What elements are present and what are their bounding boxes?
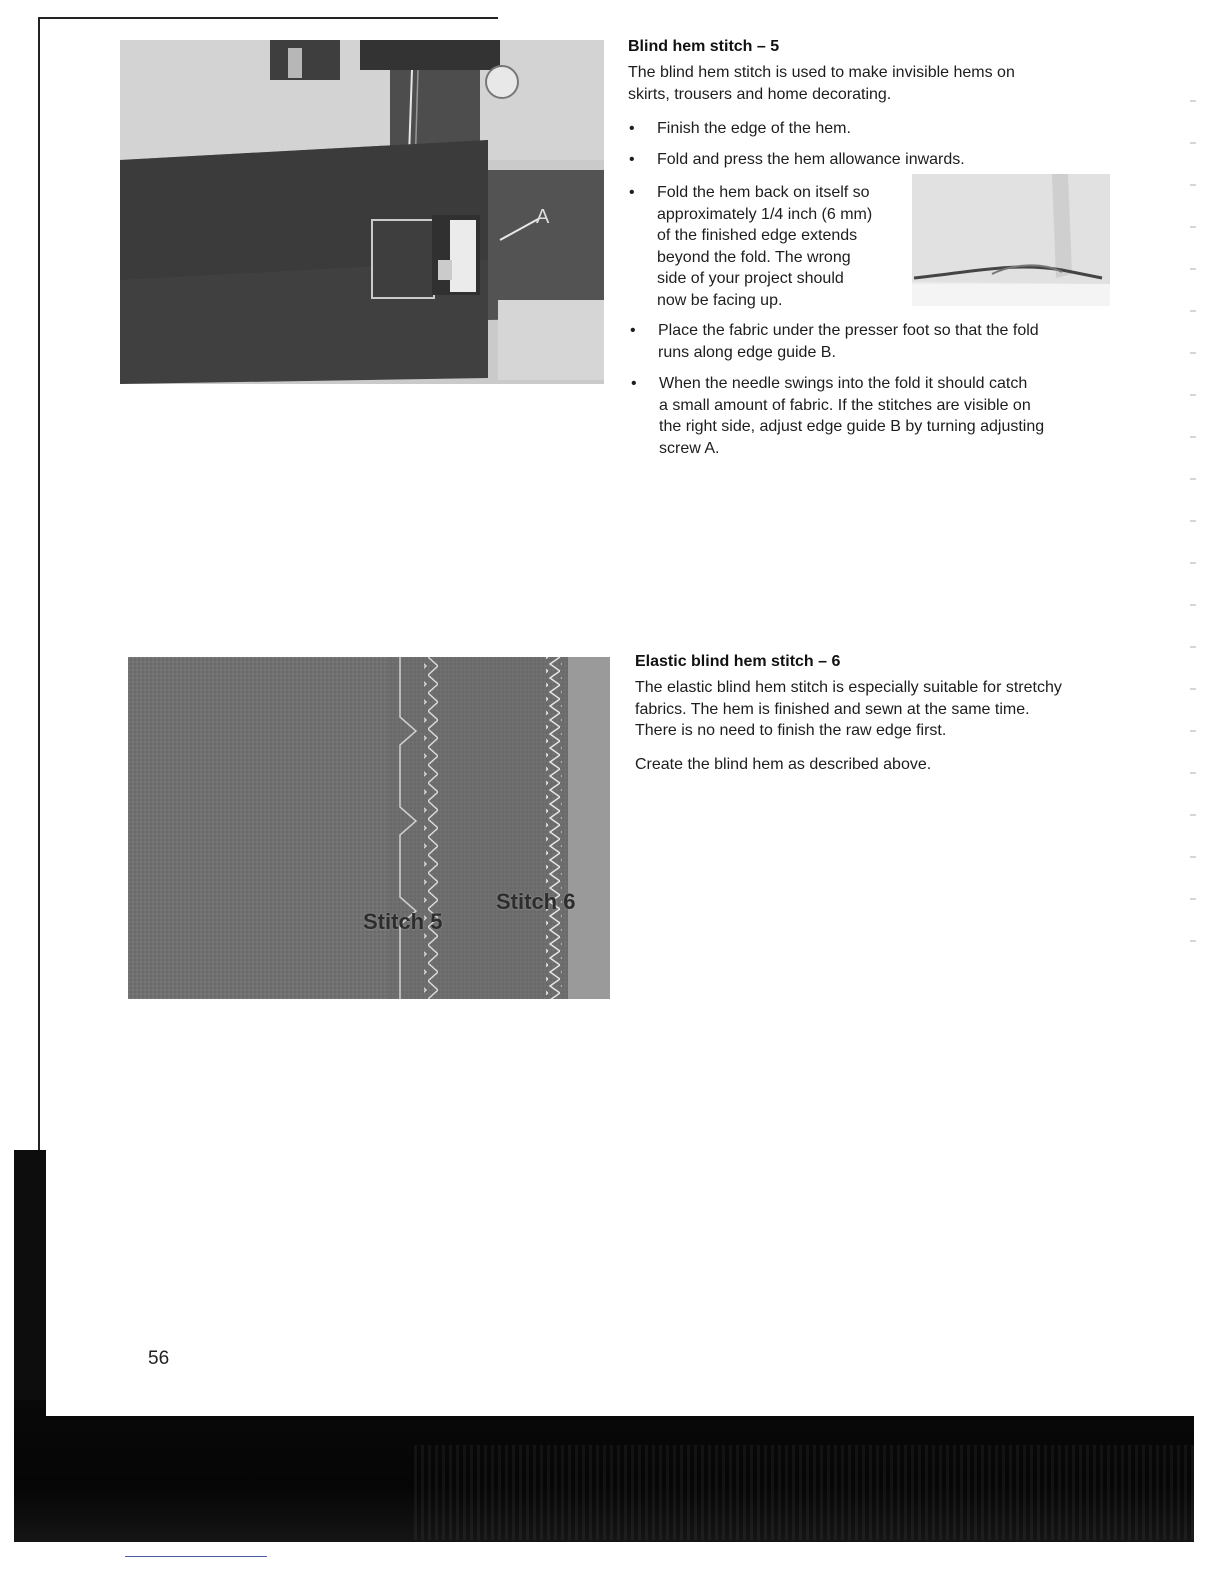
bullet-dot: • xyxy=(629,184,635,201)
stitch-5-label: Stitch 5 xyxy=(363,909,443,934)
elastic-blind-hem-outro: Create the blind hem as described above. xyxy=(635,756,932,773)
folded-hem-photo xyxy=(912,174,1110,306)
scan-left-shadow xyxy=(14,1150,46,1420)
elastic-blind-hem-intro: The elastic blind hem stitch is especially suitable for stretchy fabrics. The hem is finished and sewn at the same time. There is no need to finish the raw edge first. xyxy=(635,679,1062,739)
stitch-6-label: Stitch 6 xyxy=(496,889,576,914)
scan-top-rule xyxy=(38,17,498,19)
blind-hem-intro: The blind hem stitch is used to make invisible hems on skirts, trousers and home decorating. xyxy=(628,64,1015,103)
bullet-dot: • xyxy=(629,151,635,168)
page-edge xyxy=(46,1398,1194,1416)
elastic-blind-hem-heading: Elastic blind hem stitch – 6 xyxy=(635,653,841,670)
blind-hem-heading: Blind hem stitch – 5 xyxy=(628,38,780,55)
scan-edge-marks xyxy=(1190,60,1196,980)
scan-bottom-shadow xyxy=(14,1400,1194,1542)
footer-line xyxy=(125,1556,267,1557)
manual-page: A Blind hem stitch – 5 The blind hem stitch is used to make invisible hems on skirts, trousers and home decorating. • Finish the edge of the hem. • Fold and press the hem allowance inwards. • Fold the hem back on itself so approximately 1/4 inch (6 mm) of the finished edge extends beyond the fold. The wrong side of your project should now be facing up. • Place the fabric under the presser foot so that the fold runs along edge guide B. • When the needle swings into the fold it should catch a small amount of fabric. If the stitches are visible on the right side, adjust edge guide B by turning adjusting screw A. Stitch 5 Stitch 6 Elastic blind hem stitch – 6 The elastic blind hem stitch is especially suitable for stretchy fabrics. The hem is finished and sewn at the same time. There is no need to finish the raw edge first. Create the blind hem as described above. 56 xyxy=(0,0,1224,1584)
bullet-dot: • xyxy=(631,375,637,392)
scan-left-rule xyxy=(38,17,40,1157)
screw-a-marker: A xyxy=(536,206,550,228)
page-number: 56 xyxy=(148,1348,170,1369)
stitch-sample-photo xyxy=(128,657,610,999)
presser-foot-photo xyxy=(120,40,604,384)
bullet-dot: • xyxy=(629,120,635,137)
bullet-dot: • xyxy=(630,322,636,339)
